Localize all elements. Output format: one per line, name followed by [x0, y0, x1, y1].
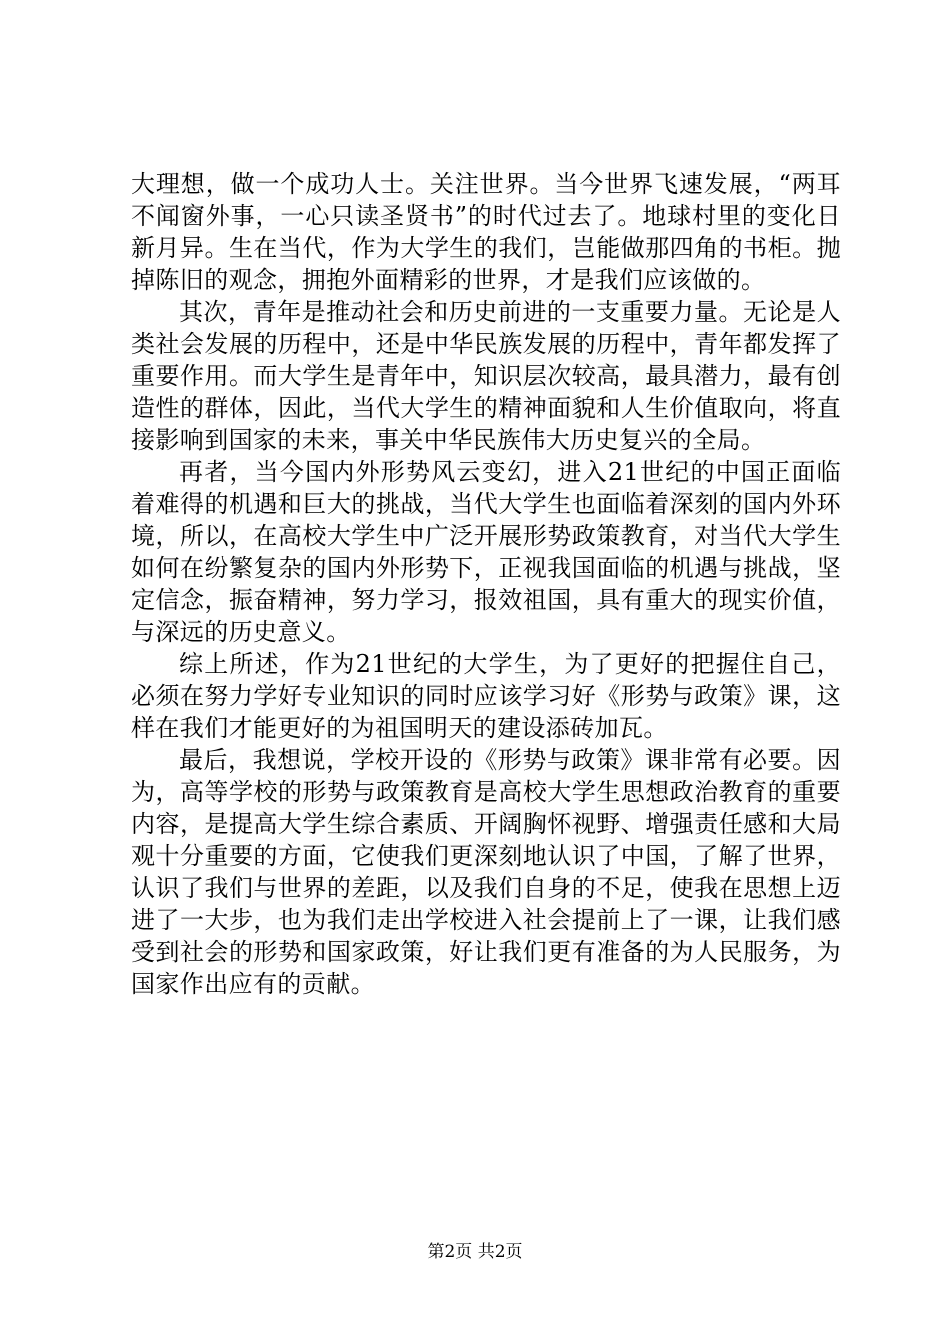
page-number-footer: 第2页 共2页	[427, 1242, 523, 1262]
paragraph-3: 再者，当今国内外形势风云变幻，进入21世纪的中国正面临着难得的机遇和巨大的挑战，当代大学生也面临着深刻的国内外环境，所以，在高校大学生中广泛开展形势政策教育，对当代大学生如何在纷繁复杂的国内外形势下，正视我国面临的机遇与挑战，坚定信念，振奋精神，努力学习，报效祖国，具有重大的现实价值，与深远的历史意义。	[131, 458, 841, 646]
paragraph-2: 其次，青年是推动社会和历史前进的一支重要力量。无论是人类社会发展的历程中，还是中华民族发展的历程中，青年都发挥了重要作用。而大学生是青年中，知识层次较高，最具潜力，最有创造性的群体，因此，当代大学生的精神面貌和人生价值取向，将直接影响到国家的未来，事关中华民族伟大历史复兴的全局。	[131, 298, 841, 454]
paragraph-1: 大理想，做一个成功人士。关注世界。当今世界飞速发展，“两耳不闻窗外事，一心只读圣贤书”的时代过去了。地球村里的变化日新月异。生在当代，作为大学生的我们，岂能做那四角的书柜。抛掉陈旧的观念，拥抱外面精彩的世界，才是我们应该做的。	[131, 170, 841, 294]
paragraph-4: 综上所述，作为21世纪的大学生，为了更好的把握住自己，必须在努力学好专业知识的同时应该学习好《形势与政策》课，这样在我们才能更好的为祖国明天的建设添砖加瓦。	[131, 650, 841, 742]
paragraph-5: 最后，我想说，学校开设的《形势与政策》课非常有必要。因为，高等学校的形势与政策教育是高校大学生思想政治教育的重要内容，是提高大学生综合素质、开阔胸怀视野、增强责任感和大局观十分重要的方面，它使我们更深刻地认识了中国，了解了世界，认识了我们与世界的差距，以及我们自身的不足，使我在思想上迈进了一大步，也为我们走出学校进入社会提前上了一课，让我们感受到社会的形势和国家政策，好让我们更有准备的为人民服务，为国家作出应有的贡献。	[131, 746, 841, 998]
document-body	[131, 168, 841, 1000]
